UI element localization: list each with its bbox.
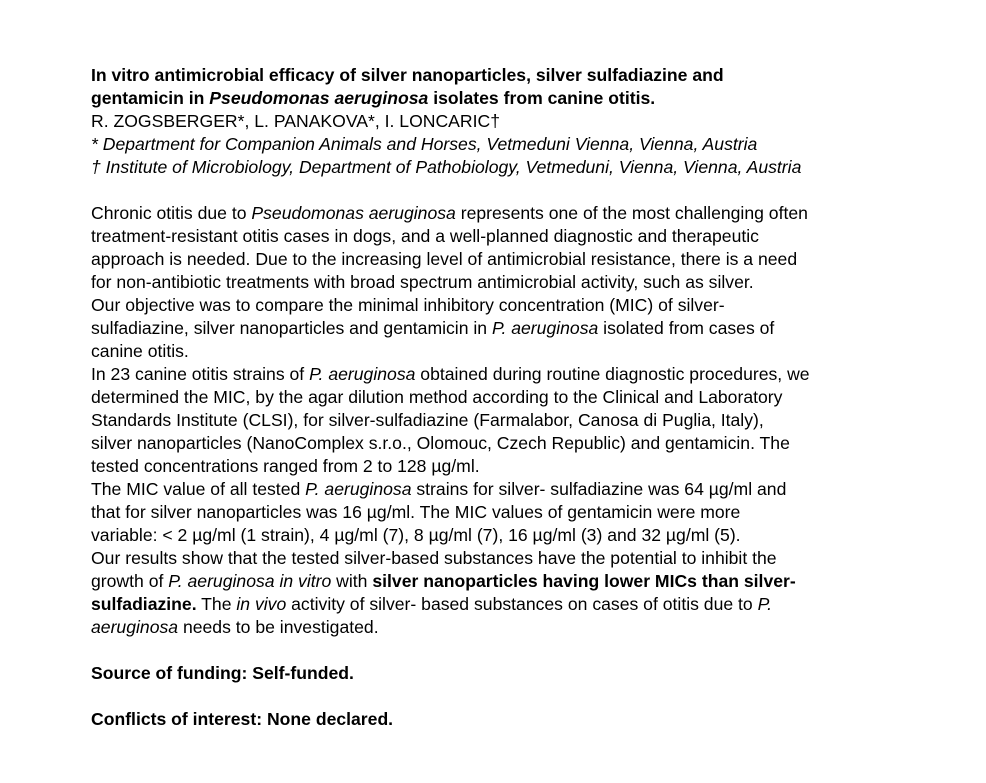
- text-run: tested concentrations ranged from 2 to 128 µg/ml.: [91, 456, 480, 476]
- body-line: [91, 294, 951, 317]
- body-line: [91, 593, 951, 616]
- text-run: determined the MIC, by the agar dilution method according to the Clinical and Laboratory: [91, 387, 783, 407]
- text-run: sulfadiazine, silver nanoparticles and gentamicin in: [91, 318, 492, 338]
- text-run: Pseudomonas aeruginosa: [209, 88, 429, 108]
- body-line: [91, 501, 951, 524]
- text-run: represents one of the most challenging often: [455, 203, 808, 223]
- text-run: The MIC value of all tested: [91, 479, 306, 499]
- affiliation-1: * Department for Companion Animals and Horses, Vetmeduni Vienna, Vienna, Austria: [91, 134, 758, 154]
- funding-statement: Source of funding: Self-funded.: [91, 663, 354, 683]
- text-run: in vivo: [236, 594, 287, 614]
- text-run: variable: < 2 µg/ml (1 strain), 4 µg/ml (7), 8 µg/ml (7), 16 µg/ml (3) and 32 µg/ml (5).: [91, 525, 741, 545]
- text-run: growth of: [91, 571, 169, 591]
- body-line: [91, 317, 951, 340]
- text-run: canine otitis.: [91, 341, 189, 361]
- abstract-title: [91, 64, 951, 110]
- text-run: strains for silver- sulfadiazine was 64 µg/ml and: [411, 479, 787, 499]
- body-line: [91, 432, 951, 455]
- body-line: [91, 340, 951, 363]
- text-run: aeruginosa: [91, 617, 179, 637]
- body-line: [91, 409, 951, 432]
- text-run: Standards Institute (CLSI), for silver-sulfadiazine (Farmalabor, Canosa di Puglia, Italy),: [91, 410, 764, 430]
- abstract-body: [91, 202, 951, 639]
- conflicts-statement: Conflicts of interest: None declared.: [91, 709, 394, 729]
- spacer: [91, 685, 951, 708]
- body-line: [91, 524, 951, 547]
- body-line: [91, 386, 951, 409]
- body-line: [91, 225, 951, 248]
- text-run: In 23 canine otitis strains of: [91, 364, 310, 384]
- spacer: [91, 179, 951, 202]
- text-run: approach is needed. Due to the increasing level of antimicrobial resistance, there is a need: [91, 249, 798, 269]
- text-run: P. aeruginosa: [309, 364, 416, 384]
- body-line: [91, 616, 951, 639]
- text-run: isolates from canine otitis.: [428, 88, 656, 108]
- text-run: treatment-resistant otitis cases in dogs, and a well-planned diagnostic and therapeutic: [91, 226, 759, 246]
- text-run: P. aeruginosa in vitro: [168, 571, 332, 591]
- text-run: Chronic otitis due to: [91, 203, 252, 223]
- text-run: P. aeruginosa: [491, 318, 599, 338]
- text-run: for non-antibiotic treatments with broad spectrum antimicrobial activity, such as silver.: [91, 272, 754, 292]
- text-run: activity of silver- based substances on cases of otitis due to: [286, 594, 758, 614]
- body-line: [91, 248, 951, 271]
- text-run: P. aeruginosa: [305, 479, 412, 499]
- text-run: with: [331, 571, 373, 591]
- abstract-page: [91, 64, 951, 731]
- text-run: Pseudomonas aeruginosa: [251, 203, 456, 223]
- text-run: isolated from cases of: [598, 318, 775, 338]
- text-run: In vitro antimicrobial efficacy of silver nanoparticles, silver sulfadiazine and: [91, 65, 724, 85]
- text-run: Our objective was to compare the minimal inhibitory concentration (MIC) of silver-: [91, 295, 725, 315]
- title-line: [91, 87, 951, 110]
- spacer: [91, 639, 951, 662]
- affiliation-2: † Institute of Microbiology, Department of Pathobiology, Vetmeduni, Vienna, Vienna, Austria: [91, 157, 802, 177]
- text-run: Our results show that the tested silver-based substances have the potential to inhibit the: [91, 548, 777, 568]
- text-run: silver nanoparticles (NanoComplex s.r.o., Olomouc, Czech Republic) and gentamicin. The: [91, 433, 790, 453]
- body-line: [91, 478, 951, 501]
- body-line: [91, 271, 951, 294]
- text-run: obtained during routine diagnostic procedures, we: [415, 364, 810, 384]
- text-run: sulfadiazine.: [91, 594, 197, 614]
- text-run: that for silver nanoparticles was 16 µg/ml. The MIC values of gentamicin were more: [91, 502, 741, 522]
- text-run: silver nanoparticles having lower MICs than silver-: [372, 571, 796, 591]
- body-line: [91, 570, 951, 593]
- authors: R. ZOGSBERGER*, L. PANAKOVA*, I. LONCARIC†: [91, 111, 500, 131]
- text-run: needs to be investigated.: [178, 617, 379, 637]
- text-run: gentamicin in: [91, 88, 210, 108]
- body-line: [91, 547, 951, 570]
- body-line: [91, 455, 951, 478]
- text-run: P.: [757, 594, 772, 614]
- body-line: [91, 202, 951, 225]
- body-line: [91, 363, 951, 386]
- text-run: The: [196, 594, 237, 614]
- title-line: [91, 64, 951, 87]
